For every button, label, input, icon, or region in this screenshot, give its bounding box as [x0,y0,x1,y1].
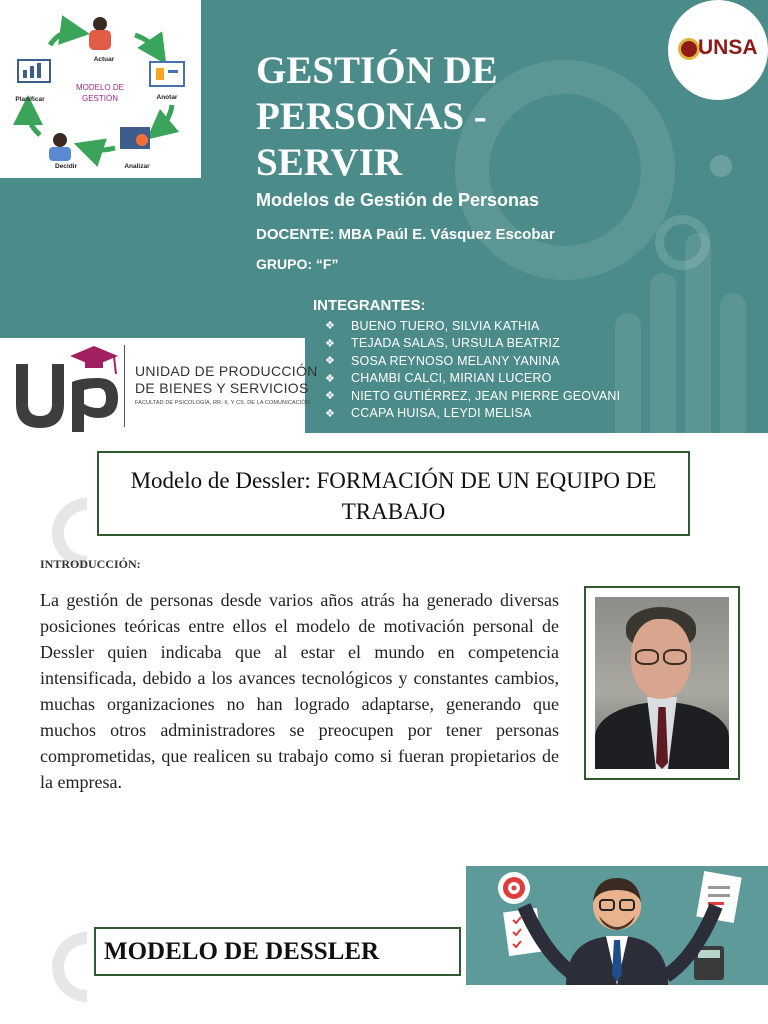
member-item: ❖ NIETO GUTIÉRREZ, JEAN PIERRE GEOVANI [325,388,621,403]
intro-paragraph: La gestión de personas desde varios años atrás ha generado diversas posiciones teóricas entre ellos el modelo de motivación personal de Dessler quien indicaba que al estar el mundo en competencia intensificada, debido a los avances tecnológicos y constantes cambios, muchas organizaciones no han logrado adaptarse, generando que muchos otros administradores se preocupen por tener personas comprometidas, que realicen su trabajo como si fueran propietarios de la empresa. [40,590,559,792]
section-heading-box [97,451,690,536]
up-logo-line1: UNIDAD DE PRODUCCIÓN [135,363,318,379]
decorative-bar [720,293,746,433]
intro-label: INTRODUCCIÓN: [40,557,141,571]
up-logo-line3: FACULTAD DE PSICOLOGÍA, RR. II. Y CS. DE LA COMUNICACIÓN [135,400,310,406]
decorative-dot [710,155,732,177]
page-subtitle: Modelos de Gestión de Personas [256,190,540,210]
section-heading: Modelo de Dessler: FORMACIÓN DE UN EQUIPO DE TRABAJO [130,468,657,524]
cycle-center-label-1: MODELO DE [75,83,125,92]
unsa-logo [668,0,768,100]
management-cycle-diagram [0,0,201,178]
cycle-step-planificar: Planificar [15,96,45,103]
cycle-step-decidir: Decidir [54,163,78,170]
model-heading: MODELO DE DESSLER [104,938,380,965]
members-list [325,317,620,422]
diamond-bullet-icon: ❖ [325,355,336,368]
businessman-illustration-icon [466,866,768,985]
cycle-step-analizar: Analizar [124,163,150,170]
decorative-bar [650,273,676,433]
unsa-seal-icon [678,38,700,60]
cycle-center-label-2: GESTIÓN [81,94,119,103]
diamond-bullet-icon: ❖ [325,390,336,403]
up-logo-line2: DE BIENES Y SERVICIOS [135,380,309,396]
teacher-line: DOCENTE: MBA Paúl E. Vásquez Escobar [256,226,555,243]
member-item: ❖ CCAPA HUISA, LEYDI MELISA [325,406,532,421]
member-item: ❖ TEJADA SALAS, URSULA BEATRIZ [325,336,560,351]
up-logo-icon [10,342,128,432]
model-heading-box [94,927,461,976]
member-item: ❖ BUENO TUERO, SILVIA KATHIA [325,318,540,333]
diamond-bullet-icon: ❖ [325,337,336,350]
member-item: ❖ SOSA REYNOSO MELANY YANINA [325,353,560,368]
diamond-bullet-icon: ❖ [325,320,336,333]
cycle-step-anotar: Anotar [156,94,178,101]
multitasking-illustration [466,866,768,985]
members-title: INTEGRANTES: [313,297,426,314]
cycle-step-actuar: Actuar [93,56,115,63]
cycle-arrows [0,0,201,178]
dessler-photo-frame [584,586,740,780]
diamond-bullet-icon: ❖ [325,407,336,420]
group-line: GRUPO: “F” [256,256,339,272]
decorative-bar [685,233,711,433]
page-title: GESTIÓN DE PERSONAS - SERVIR [256,49,498,184]
diamond-bullet-icon: ❖ [325,372,336,385]
up-logo-divider [124,345,125,427]
member-item: ❖ CHAMBI CALCI, MIRIAN LUCERO [325,371,552,386]
unsa-logo-text: UNSA [698,36,758,59]
dessler-portrait [595,597,729,769]
